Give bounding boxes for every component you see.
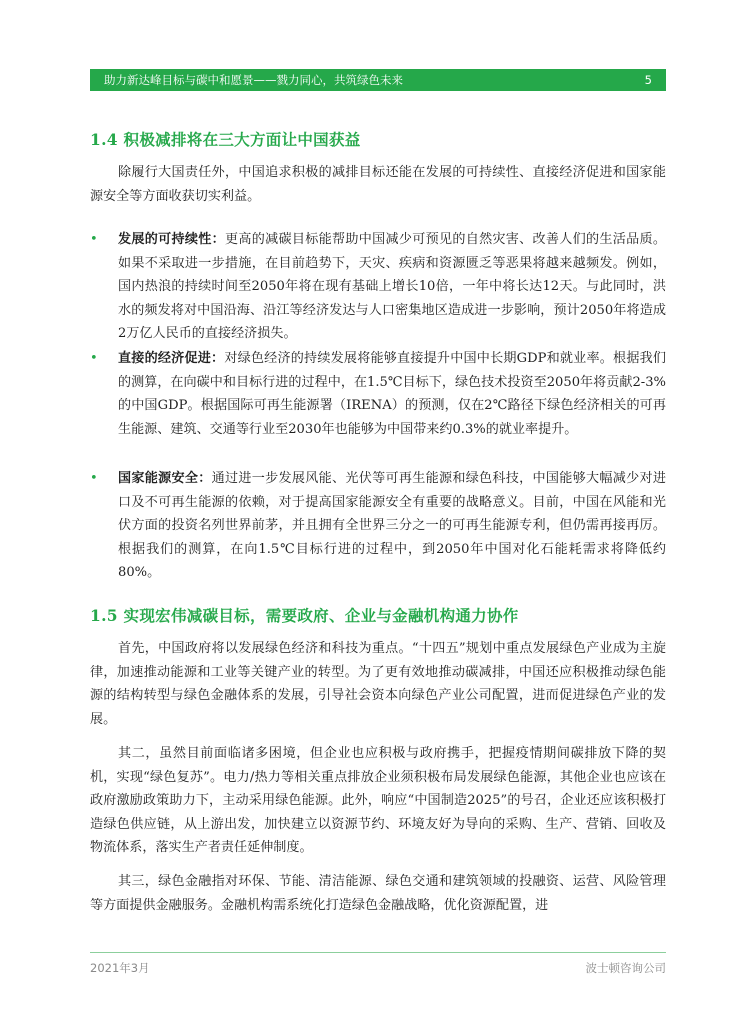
footer-company: 波士顿咨询公司 bbox=[585, 961, 666, 975]
bullet-body bbox=[118, 228, 666, 346]
bullet-text: 通过进一步发展风能、光伏等可再生能源和绿色科技，中国能够大幅减少对进口及不可再生能源的依赖，对于提高国家能源安全有重要的战略意义。目前，中国在风能和光伏方面的投资名列世界前茅，并且拥有全世界三分之一的可再生能源专利，但仍需再接再厉。根据我们的测算，在向1.5℃目标行进的过程中，到2050年中国对化石能耗需求将降低约80%。 bbox=[118, 471, 666, 580]
footer-divider bbox=[90, 952, 666, 953]
header-title: 助力新达峰目标与碳中和愿景——戮力同心，共筑绿色未来 bbox=[104, 73, 403, 87]
bullet-label: 国家能源安全： bbox=[118, 471, 212, 486]
bullet-text: 对绿色经济的持续发展将能够直接提升中国中长期GDP和就业率。根据我们的测算，在向碳中和目标行进的过程中，在1.5℃目标下，绿色技术投资至2050年将贡献2-3%的中国GDP。根据国际可再生能源署（IRENA）的预测，仅在2℃路径下绿色经济相关的可再生能源、建筑、交通等行业至2030年也能够为中国带来约0.3%的就业率提升。 bbox=[118, 351, 666, 437]
section-1-5-paragraph-3: 其三，绿色金融指对环保、节能、清洁能源、绿色交通和建筑领域的投融资、运营、风险管理等方面提供金融服务。金融机构需系统化打造绿色金融战略，优化资源配置，进 bbox=[90, 874, 666, 913]
section-1-5-title: 1.5 实现宏伟减碳目标，需要政府、企业与金融机构通力协作 bbox=[90, 606, 519, 625]
section-1-4-intro: 除履行大国责任外，中国追求积极的减排目标还能在发展的可持续性、直接经济促进和国家能源安全等方面收获切实利益。 bbox=[90, 165, 666, 204]
section-1-5-paragraph-2: 其二，虽然目前面临诸多困境，但企业也应积极与政府携手，把握疫情期间碳排放下降的契机，实现“绿色复苏”。电力/热力等相关重点排放企业须积极布局发展绿色能源，其他企业也应该在政府激励政策助力下，主动采用绿色能源。此外，响应“中国制造2025”的号召，企业还应该积极打造绿色供应链，从上游出发，加快建立以资源节约、环境友好为导向的采购、生产、营销、回收及物流体系，落实生产者责任延伸制度。 bbox=[90, 746, 666, 855]
bullet-icon: • bbox=[90, 232, 98, 247]
bullet-label: 直接的经济促进： bbox=[118, 351, 225, 366]
bullet-body bbox=[118, 467, 666, 585]
page-header bbox=[90, 69, 666, 91]
bullet-label: 发展的可持续性： bbox=[118, 232, 225, 247]
section-1-4-title: 1.4 积极减排将在三大方面让中国获益 bbox=[90, 130, 361, 149]
bullet-icon: • bbox=[90, 351, 98, 366]
bullet-text: 更高的减碳目标能帮助中国减少可预见的自然灾害、改善人们的生活品质。如果不采取进一步措施，在目前趋势下，天灾、疾病和资源匮乏等恶果将越来越频发。例如，国内热浪的持续时间至2050年将在现有基础上增长10倍，一年中将长达12天。与此同时，洪水的频发将对中国沿海、沿江等经济发达与人口密集地区造成进一步影响，预计2050年将造成2万亿人民币的直接经济损失。 bbox=[118, 232, 667, 341]
page-number: 5 bbox=[644, 73, 652, 87]
footer-date: 2021年3月 bbox=[90, 961, 150, 975]
section-1-5-paragraph-1: 首先，中国政府将以发展绿色经济和科技为重点。“十四五”规划中重点发展绿色产业成为主旋律，加速推动能源和工业等关键产业的转型。为了更有效地推动碳减排，中国还应积极推动绿色能源的结构转型与绿色金融体系的发展，引导社会资本向绿色产业公司配置，进而促进绿色产业的发展。 bbox=[90, 641, 666, 727]
bullet-icon: • bbox=[90, 471, 98, 486]
bullet-body bbox=[118, 347, 666, 441]
